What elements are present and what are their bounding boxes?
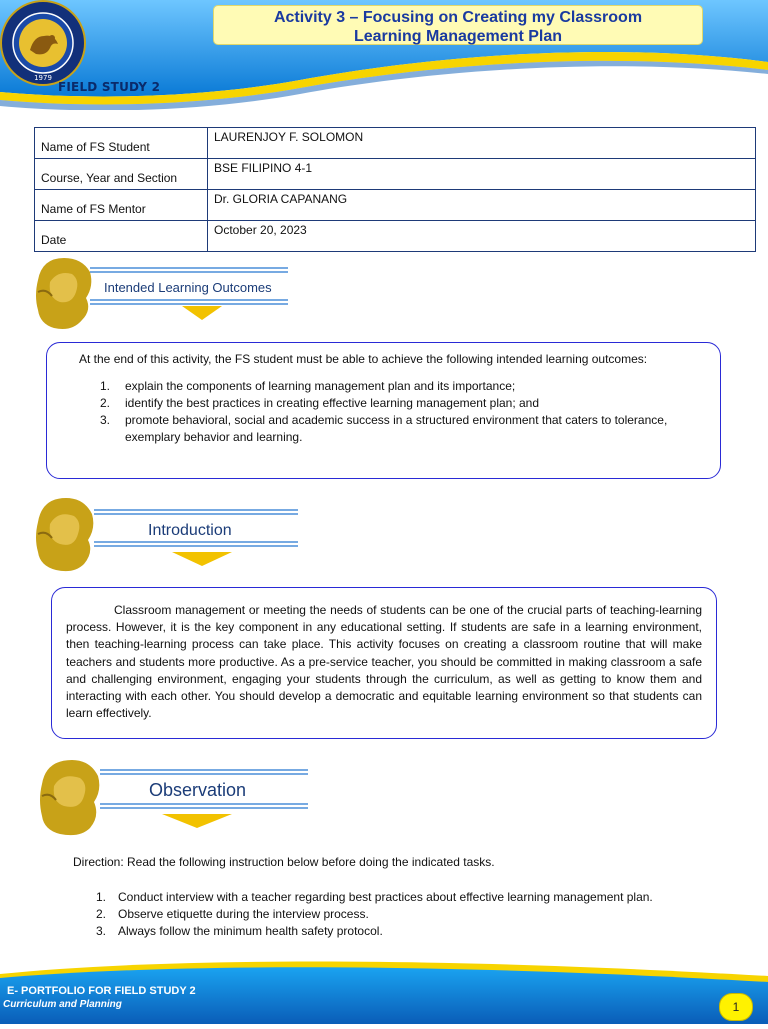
activity-title-box [213,5,703,45]
table-value: Dr. GLORIA CAPANANG [208,190,756,221]
page-number-badge: 1 [719,993,753,1021]
table-label: Name of FS Student [35,128,208,159]
tasks-list [96,889,653,940]
ilo-banner-title: Intended Learning Outcomes [104,280,272,295]
table-row [35,128,756,159]
university-seal-logo [0,0,86,86]
ilo-section-banner [32,252,292,332]
introduction-banner-title: Introduction [148,522,232,539]
list-item: 3. promote behavioral, social and academic success in a structured environment that caters to tolerance, exemplary behavior and learning. [100,413,668,444]
page-header [0,0,768,110]
table-row [35,221,756,252]
footer-subtitle: Curriculum and Planning [3,999,122,1010]
table-row [35,190,756,221]
table-value: BSE FILIPINO 4-1 [208,159,756,190]
list-item: 2. Observe etiquette during the interview process. [96,907,369,921]
observation-banner-title: Observation [149,780,247,800]
field-study-label: FIELD STUDY 2 [58,80,161,94]
list-item: 1. explain the components of learning management plan and its importance; [100,379,516,393]
table-value: October 20, 2023 [208,221,756,252]
ilo-list [100,378,700,446]
observation-section-banner [36,756,312,838]
table-label: Name of FS Mentor [35,190,208,221]
table-row [35,159,756,190]
introduction-paragraph: Classroom management or meeting the needs of students can be one of the crucial parts of teaching-learning process. However, it is the key component in any educational setting. If students are safe in a learning environment, then teaching-learning process can take place. This activity focuses on creating a classroom routine that will make teachers and students more productive. As a pre-service teacher, you should be committed in making classroom a safe and challenging environment, engaging your students through the curriculum, as well as getting to know them and interacting with each other. You should develop a democratic and equitable learning environment so that students can learn effectively. [66,603,702,721]
list-item: 2. identify the best practices in creating effective learning management plan; and [100,396,540,410]
list-item: 1. Conduct interview with a teacher regarding best practices about effective learning management plan. [96,890,653,904]
ilo-intro-text: At the end of this activity, the FS student must be able to achieve the following intended learning outcomes: [79,352,648,366]
table-label: Date [35,221,208,252]
table-value: LAURENJOY F. SOLOMON [208,128,756,159]
seal-year: 1979 [34,74,52,82]
footer-title: E- PORTFOLIO FOR FIELD STUDY 2 [7,985,196,997]
introduction-section-banner [32,494,302,574]
list-item: 3. Always follow the minimum health safety protocol. [96,924,383,938]
table-label: Course, Year and Section [35,159,208,190]
activity-title-line2: Learning Management Plan [353,28,563,45]
activity-title-line1: Activity 3 – Focusing on Creating my Classroom [273,9,643,26]
student-info-table [34,127,756,252]
direction-text: Direction: Read the following instruction below before doing the indicated tasks. [73,855,495,869]
